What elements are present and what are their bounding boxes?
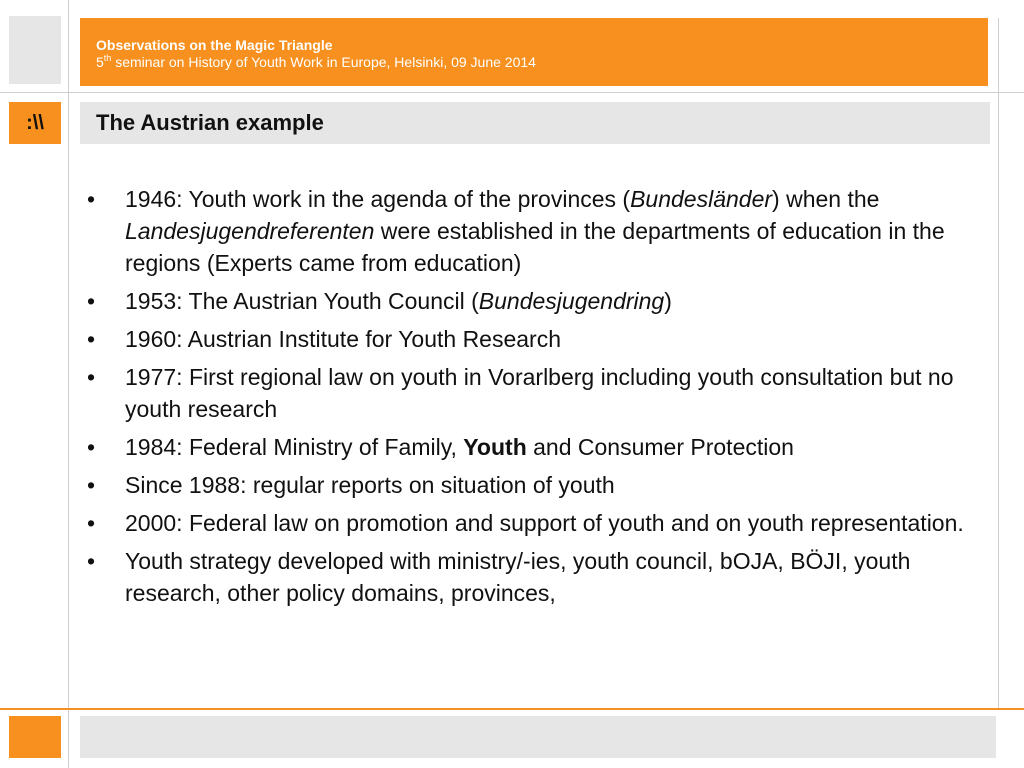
bullet-item xyxy=(86,183,976,279)
bullet-text: 1984: Federal Ministry of Family, xyxy=(125,434,464,460)
bullet-text: 2000: Federal law on promotion and support of youth and on youth representation. xyxy=(125,510,964,536)
bullet-italic: Bundesjugendring xyxy=(478,288,665,314)
bullet-dot: • xyxy=(87,364,96,390)
header-band xyxy=(80,18,988,86)
bullet-bold: Youth xyxy=(463,434,527,460)
bullet-item xyxy=(86,361,976,425)
bullet-italic: Bundesländer xyxy=(630,186,773,212)
header-divider xyxy=(0,92,1024,93)
bullet-text: were established in the departments of education in the regions (Experts came from education) xyxy=(125,218,945,276)
bullet-text: ) xyxy=(664,288,672,314)
bullet-text: Since 1988: regular reports on situation of youth xyxy=(125,472,615,498)
logo-text: :\\ xyxy=(26,111,44,134)
bullet-dot: • xyxy=(87,326,96,352)
bullet-dot: • xyxy=(87,548,96,574)
subtitle-ordinal: th xyxy=(103,53,112,64)
bullet-text: and Consumer Protection xyxy=(526,434,794,460)
footer-band xyxy=(80,716,996,758)
footer-block xyxy=(9,716,61,758)
slide-title: The Austrian example xyxy=(96,110,324,135)
right-divider xyxy=(998,18,999,708)
bullet-italic: Landesjugendreferenten xyxy=(125,218,375,244)
subtitle-number: 5 xyxy=(96,54,104,70)
header-title: Observations on the Magic Triangle xyxy=(96,37,333,53)
bullet-item xyxy=(86,431,976,463)
corner-block xyxy=(9,16,61,84)
title-band xyxy=(80,102,990,144)
bullet-dot: • xyxy=(87,434,96,460)
bullet-text: 1946: Youth work in the agenda of the provinces ( xyxy=(125,186,631,212)
header-subtitle xyxy=(96,54,988,71)
bullet-dot: • xyxy=(87,186,96,212)
left-divider xyxy=(68,0,69,768)
bullet-list xyxy=(86,183,976,615)
bullet-item xyxy=(86,545,976,609)
bullet-item xyxy=(86,469,976,501)
bullet-dot: • xyxy=(87,288,96,314)
subtitle-text: seminar on History of Youth Work in Europe, Helsinki, 09 June 2014 xyxy=(111,54,536,70)
bullet-text: 1960: Austrian Institute for Youth Research xyxy=(125,326,562,352)
footer-divider xyxy=(0,708,1024,710)
bullet-item xyxy=(86,507,976,539)
bullet-item xyxy=(86,323,976,355)
bullet-text: Youth strategy developed with ministry/-ies, youth council, bOJA, BÖJI, youth research, other policy domains, provinces, xyxy=(125,548,911,606)
bullet-text: ) when the xyxy=(772,186,880,212)
bullet-dot: • xyxy=(87,510,96,536)
bullet-item xyxy=(86,285,976,317)
logo xyxy=(9,102,61,144)
bullet-dot: • xyxy=(87,472,96,498)
bullet-text: 1953: The Austrian Youth Council ( xyxy=(125,288,479,314)
bullet-text: 1977: First regional law on youth in Vorarlberg including youth consultation but no youth research xyxy=(125,364,954,422)
